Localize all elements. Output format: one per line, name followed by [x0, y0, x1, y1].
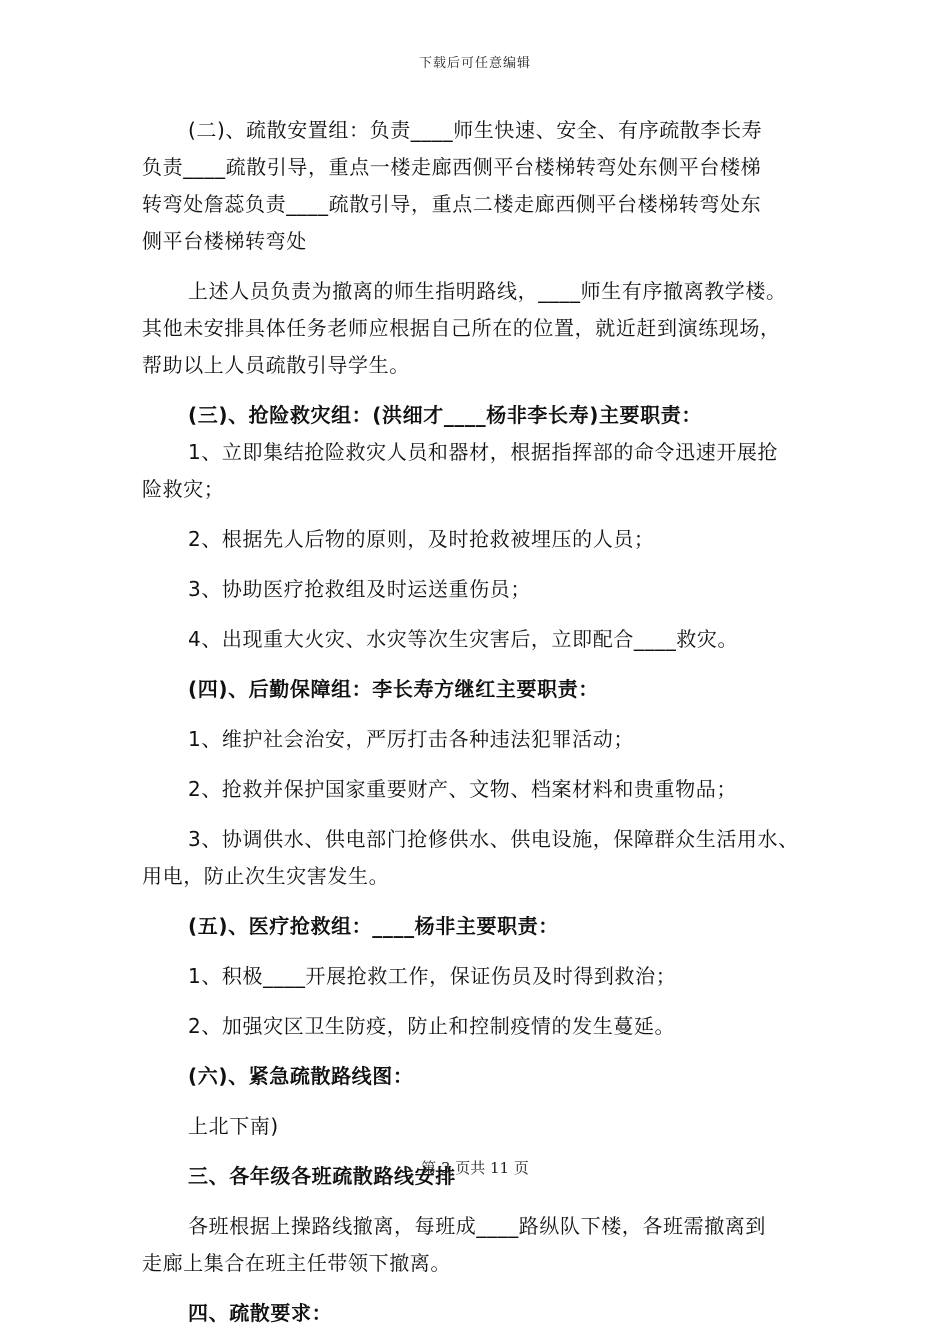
text-line: 2、加强灾区卫生防疫，防止和控制疫情的发生蔓延。: [188, 1014, 676, 1038]
paragraph-spacer: [142, 384, 812, 397]
text-line: 1、立即集结抢险救灾人员和器材，根据指挥部的命令迅速开展抢: [188, 440, 779, 464]
paragraph-spacer: [142, 608, 812, 621]
text-line: 1、积极____开展抢救工作，保证伤员及时得到救治；: [188, 964, 677, 988]
text-line: 各班根据上操路线撤离，每班成____路纵队下楼，各班需撤离到: [188, 1214, 766, 1238]
text-line: 3、协调供水、供电部门抢修供水、供电设施，保障群众生活用水、: [188, 827, 799, 851]
text-line: 上北下南): [188, 1114, 279, 1138]
paragraph-spacer: [142, 895, 812, 908]
text-line: 帮助以上人员疏散引导学生。: [142, 353, 410, 377]
text-line: 2、根据先人后物的原则，及时抢救被埋压的人员；: [188, 527, 655, 551]
section-heading: (四)、后勤保障组：李长寿方继红主要职责：: [188, 677, 599, 701]
paragraph-spacer: [142, 260, 812, 273]
text-line: 3、协助医疗抢救组及时运送重伤员；: [188, 577, 531, 601]
paragraph-spacer: [142, 508, 812, 521]
paragraph-spacer: [142, 1045, 812, 1058]
section-heading: 三、各年级各班疏散路线安排: [188, 1164, 456, 1188]
text-line: 其他未安排具体任务老师应根据自己所在的位置，就近赶到演练现场，: [142, 316, 781, 340]
paragraph-spacer: [142, 558, 812, 571]
text-line: 1、维护社会治安，严厉打击各种违法犯罪活动；: [188, 727, 634, 751]
section-heading: (五)、医疗抢救组：____杨非主要职责：: [188, 914, 559, 938]
paragraph-spacer: [142, 1195, 812, 1208]
section-heading: 四、疏散要求：: [188, 1301, 333, 1325]
text-line: 2、抢救并保护国家重要财产、文物、档案材料和贵重物品；: [188, 777, 737, 801]
paragraph-spacer: [142, 995, 812, 1008]
paragraph-spacer: [142, 1095, 812, 1108]
text-line: (二)、疏散安置组：负责____师生快速、安全、有序疏散李长寿: [188, 118, 763, 142]
section-heading: (六)、紧急疏散路线图：: [188, 1064, 414, 1088]
page-header: 下载后可任意编辑: [418, 56, 531, 71]
page-footer: 第 3 页共 11 页: [421, 1159, 529, 1177]
text-line: 侧平台楼梯转弯处: [142, 229, 307, 253]
paragraph-spacer: [142, 658, 812, 671]
paragraph-spacer: [142, 758, 812, 771]
text-line: 4、出现重大火灾、水灾等次生灾害后，立即配合____救灾。: [188, 627, 739, 651]
paragraph-spacer: [142, 808, 812, 821]
text-line: 险救灾；: [142, 477, 225, 501]
document-body: [142, 112, 812, 1332]
paragraph-spacer: [142, 945, 812, 958]
paragraph-spacer: [142, 1282, 812, 1295]
text-line: 转弯处詹蕊负责____疏散引导，重点二楼走廊西侧平台楼梯转弯处东: [142, 192, 762, 216]
text-line: 上述人员负责为撤离的师生指明路线，____师生有序撤离教学楼。: [188, 279, 787, 303]
text-line: 用电，防止次生灾害发生。: [142, 864, 390, 888]
text-line: 负责____疏散引导，重点一楼走廊西侧平台楼梯转弯处东侧平台楼梯: [142, 155, 762, 179]
paragraph-spacer: [142, 708, 812, 721]
text-line: 走廊上集合在班主任带领下撤离。: [142, 1251, 451, 1275]
section-heading: (三)、抢险救灾组：(洪细才____杨非李长寿)主要职责：: [188, 403, 702, 427]
